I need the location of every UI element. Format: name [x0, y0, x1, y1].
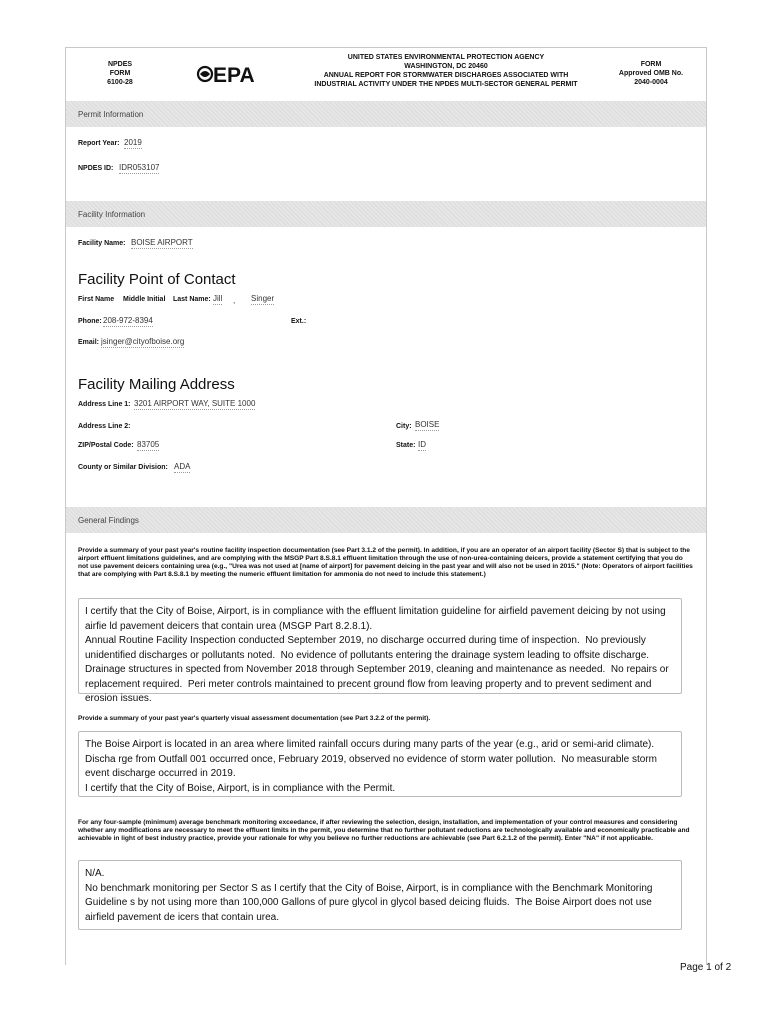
omb-number: FORM Approved OMB No. 2040-0004	[618, 61, 684, 86]
county-value[interactable]: ADA	[174, 462, 191, 471]
benchmark-answer[interactable]: N/A. No benchmark monitoring per Sector S as I certify that the City of Boise, Airport, is in compliance with the Benchmark Monitoring Guideline s by not using more than 100,000 Gallons of pure glycol in glycol based deicing fluids. The Boise Airport does not use airfield pavement de icers that contain urea.	[78, 860, 682, 930]
facility-name-label: Facility Name:	[78, 240, 126, 247]
phone-value[interactable]: 208-972-8394	[103, 316, 153, 325]
contact-heading: Facility Point of Contact	[78, 271, 236, 288]
agency-title: UNITED STATES ENVIRONMENTAL PROTECTION AGENCY WASHINGTON, DC 20460 ANNUAL REPORT FOR STORMWATER DISCHARGES ASSOCIATED WITH INDUSTRIAL ACTIVITY UNDER THE NPDES MULTI-SECTOR GENERAL PERMIT	[314, 54, 578, 88]
phone-label: Phone:	[78, 318, 102, 325]
section-general-findings: General Findings	[66, 507, 706, 533]
page-number: Page 1 of 2	[680, 962, 732, 973]
email-label: Email:	[78, 339, 100, 346]
epa-logo-text: EPA	[213, 64, 255, 86]
city-value[interactable]: BOISE	[415, 420, 440, 429]
county-label: County or Similar Division:	[78, 464, 168, 471]
routine-inspection-prompt: Provide a summary of your past year's routine facility inspection documentation (see Part 3.1.2 of the permit). In addition, if you are an operator of an airport facility (Sector S) that is subject to the airport effluent limitations guidelines, and are complying with the MSGP Part 8.S.8.1 effluent limitation through the use of non-urea-containing deicers, provide a statement certifying that you do not use pavement deicers containing urea (e.g., "Urea was not used at [name of airport] for pavement deicing in the past year and will also not be used in 2015." (Note: Operators of airport facilities that are complying with Part 8.S.8.1 by meeting the numeric effluent limitation for ammonia do not need to include this statement.)	[78, 547, 693, 578]
first-name-label: First Name	[78, 296, 115, 303]
form-id: NPDES FORM 6100-28	[107, 61, 133, 86]
visual-assessment-answer[interactable]: The Boise Airport is located in an area where limited rainfall occurs during many parts of the year (e.g., arid or semi-arid climate). Discha rge from Outfall 001 occurred once, February 2019, observed no evidence of storm water pollution. No measurable storm event discharge occurred in 2019. I certify that the City of Boise, Airport, is in compliance with the Permit.	[78, 731, 682, 797]
report-year-value[interactable]: 2019	[124, 138, 142, 147]
npdes-id-value[interactable]: IDR053107	[119, 163, 160, 172]
zip-value[interactable]: 83705	[137, 440, 160, 449]
epa-logo	[196, 62, 256, 86]
address-line1-value[interactable]: 3201 AIRPORT WAY, SUITE 1000	[134, 399, 256, 408]
section-facility-information: Facility Information	[66, 201, 706, 227]
npdes-id-label: NPDES ID:	[78, 165, 114, 172]
section-permit-information: Permit Information	[66, 101, 706, 127]
facility-name-value[interactable]: BOISE AIRPORT	[131, 238, 193, 247]
address-line1-label: Address Line 1:	[78, 401, 131, 408]
state-value[interactable]: ID	[418, 440, 426, 449]
email-value[interactable]: jsinger@cityofboise.org	[101, 337, 185, 346]
address-line2-label: Address Line 2:	[78, 423, 131, 430]
middle-initial-value[interactable]: ,	[233, 296, 236, 305]
city-label: City:	[396, 423, 412, 430]
routine-inspection-answer[interactable]: I certify that the City of Boise, Airport, is in compliance with the effluent limitation guideline for airfield pavement deicing by not using airfie ld pavement deicers that contain urea (MSGP Part 8.2.8.1). Annual Routine Facility Inspection conducted September 2019, no discharge occurred during time of inspection. No previously unidentified discharges or pollutants noted. No evidence of pollutants entering the drainage system leading to offsite discharge. Drainage structures in spected from November 2018 through September 2019, cleaning and maintenance as needed. No repairs or replacement required. Peri meter controls maintained to precent ground flow from leaving property and to prevent sediment and erosion issues.	[78, 598, 682, 694]
mailing-heading: Facility Mailing Address	[78, 376, 235, 393]
ext-label: Ext.:	[291, 318, 307, 325]
report-year-label: Report Year:	[78, 140, 120, 147]
state-label: State:	[396, 442, 416, 449]
zip-label: ZIP/Postal Code:	[78, 442, 134, 449]
form-header	[66, 48, 706, 99]
middle-initial-label: Middle Initial	[123, 296, 166, 303]
benchmark-prompt: For any four-sample (minimum) average benchmark monitoring exceedance, if after reviewing the selection, design, installation, and implementation of your control measures and considering whether any modifications are necessary to meet the effluent limits in the permit, you determine that no further pollutant reductions are technologically available and economically practicable and achievable in light of best industry practice, provide your rationale for why you believe no further reductions are achievable (see Part 6.2.1.2 of the permit). Enter "NA" if not applicable.	[78, 819, 690, 842]
first-name-value[interactable]: Jill	[213, 294, 223, 303]
last-name-label: Last Name:	[173, 296, 211, 303]
form-page	[65, 47, 707, 965]
last-name-value[interactable]: Singer	[251, 294, 275, 303]
visual-assessment-prompt: Provide a summary of your past year's quarterly visual assessment documentation (see Part 3.2.2 of the permit).	[78, 715, 431, 722]
